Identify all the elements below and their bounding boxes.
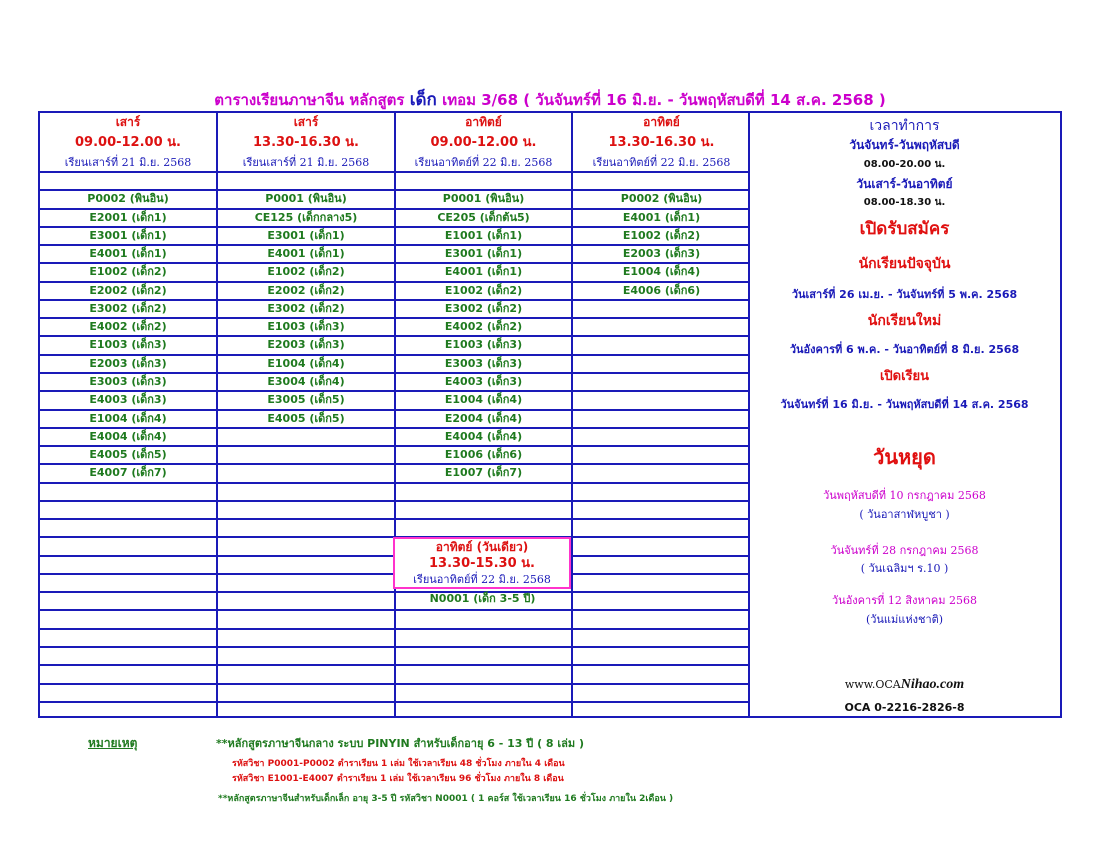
row-divider [40,591,748,593]
col2-day: เสาร์ [293,115,319,129]
website-link[interactable] [749,677,1060,693]
holiday-title: วันหยุด [873,445,936,469]
course-cell: E4004 (เด็ก4) [444,430,523,443]
course-cell: E2003 (เด็ก3) [622,247,701,260]
course-cell: E3002 (เด็ก2) [89,302,167,315]
holiday-2-name: ( วันเฉลิมฯ ร.10 ) [860,562,949,575]
special-start: เรียนอาทิตย์ที่ 22 มิ.ย. 2568 [413,573,551,586]
row-divider [40,171,748,173]
col4-start: เรียนอาทิตย์ที่ 22 มิ.ย. 2568 [592,156,731,169]
course-cell: E4007 (เด็ก7) [89,466,167,479]
course-cell: E4003 (เด็ก3) [89,393,167,406]
col1-start: เรียนเสาร์ที่ 21 มิ.ย. 2568 [64,156,192,169]
course-cell: E1001 (เด็ก1) [444,229,523,242]
info-panel [749,111,1062,718]
course-cell: E4005 (เด็ก5) [89,448,167,461]
col3-day: อาทิตย์ [465,115,502,129]
weekend-time: 08.00-18.30 น. [863,197,946,208]
course-cell: P0001 (พินอิน) [442,192,525,205]
weekday-label: วันจันทร์-วันพฤหัสบดี [849,138,960,152]
course-cell: E1004 (เด็ก4) [89,412,167,425]
special-time: 13.30-15.30 น. [429,556,535,571]
course-cell: E4002 (เด็ก2) [444,320,523,333]
weekend-label: วันเสาร์-วันอาทิตย์ [856,177,953,191]
course-cell: E4001 (เด็ก1) [89,247,167,260]
notes-label: หมายเหตุ [88,736,138,750]
course-cell: E1003 (เด็ก3) [267,320,345,333]
course-cell: E1002 (เด็ก2) [89,265,167,278]
holiday-1-name: ( วันอาสาฬหบูชา ) [859,508,950,521]
course-cell: E4001 (เด็ก1) [444,265,523,278]
course-cell: E3001 (เด็ก1) [89,229,167,242]
holiday-1-date: วันพฤหัสบดีที่ 10 กรกฎาคม 2568 [823,489,986,502]
weekday-time: 08.00-20.00 น. [863,159,946,170]
course-cell: E1002 (เด็ก2) [622,229,701,242]
row-divider [40,609,748,611]
note-line-3: รหัสวิชา E1001-E4007 ตำราเรียน 1 เล่ม ใช้เวลาเรียน 96 ชั่วโมง ภายใน 8 เดือน [232,774,564,784]
col1-time: 09.00-12.00 น. [75,135,181,150]
course-cell: CE125 (เด็กกลาง5) [254,211,358,224]
schedule-grid [38,111,750,718]
current-students-label: นักเรียนปัจจุบัน [858,256,951,272]
course-cell: E2003 (เด็ก3) [89,357,167,370]
class-open-dates: วันจันทร์ที่ 16 มิ.ย. - วันพฤหัสบดีที่ 14 ส.ค. 2568 [780,398,1029,411]
phone-number: OCA 0-2216-2826-8 [844,701,965,714]
course-cell: E3001 (เด็ก1) [267,229,345,242]
new-students-label: นักเรียนใหม่ [867,313,942,329]
row-divider [40,628,748,630]
course-cell: E4003 (เด็ก3) [444,375,523,388]
row-divider [40,646,748,648]
website-brand: Nihao.com [900,677,965,692]
note-line-2: รหัสวิชา P0001-P0002 ตำราเรียน 1 เล่ม ใช้เวลาเรียน 48 ชั่วโมง ภายใน 4 เดือน [232,759,565,769]
course-cell: E2001 (เด็ก1) [89,211,167,224]
course-cell: E4001 (เด็ก1) [267,247,345,260]
course-cell: E1004 (เด็ก4) [267,357,345,370]
row-divider [40,518,748,520]
holiday-2-date: วันจันทร์ที่ 28 กรกฎาคม 2568 [830,544,979,557]
course-cell: E2002 (เด็ก2) [89,284,167,297]
course-cell: E2002 (เด็ก2) [267,284,345,297]
col2-start: เรียนเสาร์ที่ 21 มิ.ย. 2568 [242,156,370,169]
class-open-label: เปิดเรียน [879,369,930,384]
course-cell: E1004 (เด็ก4) [444,393,523,406]
course-cell: E1007 (เด็ก7) [444,466,523,479]
course-cell: E1004 (เด็ก4) [622,265,701,278]
special-course: N0001 (เด็ก 3-5 ปี) [429,592,536,605]
course-cell: P0002 (พินอิน) [87,192,169,205]
course-cell: P0002 (พินอิน) [620,192,703,205]
course-cell: E3003 (เด็ก3) [444,357,523,370]
course-cell: E1002 (เด็ก2) [444,284,523,297]
page-title [0,86,1100,113]
course-cell: E4006 (เด็ก6) [622,284,701,297]
office-hours-title: เวลาทำการ [869,118,940,134]
course-cell: CE205 (เด็กต้น5) [437,211,530,224]
col3-time: 09.00-12.00 น. [430,135,537,150]
col2-time: 13.30-16.30 น. [253,135,359,150]
special-class-box [393,537,571,589]
title-suffix: เทอม 3/68 ( วันจันทร์ที่ 16 มิ.ย. - วันพฤหัสบดีที่ 14 ส.ค. 2568 ) [436,91,886,109]
course-cell: E3004 (เด็ก4) [267,375,345,388]
holiday-3-name: (วันแม่แห่งชาติ) [865,613,944,626]
course-cell: E1003 (เด็ก3) [444,338,523,351]
course-cell: E4001 (เด็ก1) [622,211,701,224]
course-cell: P0001 (พินอิน) [265,192,347,205]
row-divider [40,500,748,502]
course-cell: E4004 (เด็ก4) [89,430,167,443]
col4-time: 13.30-16.30 น. [608,135,715,150]
new-students-dates: วันอังคารที่ 6 พ.ค. - วันอาทิตย์ที่ 8 มิ.ย. 2568 [789,343,1020,356]
note-line-1: **หลักสูตรภาษาจีนกลาง ระบบ PINYIN สำหรับเด็กอายุ 6 - 13 ปี ( 8 เล่ม ) [216,737,585,750]
row-divider [40,664,748,666]
notes-section [0,730,1100,810]
course-cell: E1003 (เด็ก3) [89,338,167,351]
row-divider [40,701,748,703]
note-line-4: **หลักสูตรภาษาจีนสำหรับเด็กเล็ก อายุ 3-5 ปี รหัสวิชา N0001 ( 1 คอร์ส ใช้เวลาเรียน 16 ชั่วโมง ภายใน 2เดือน ) [218,794,674,804]
course-cell: E3002 (เด็ก2) [444,302,523,315]
course-cell: E1002 (เด็ก2) [267,265,345,278]
holiday-3-date: วันอังคารที่ 12 สิงหาคม 2568 [832,594,977,607]
course-cell: E4002 (เด็ก2) [89,320,167,333]
course-cell: E3001 (เด็ก1) [444,247,523,260]
current-students-dates: วันเสาร์ที่ 26 เม.ย. - วันจันทร์ที่ 5 พ.ค. 2568 [791,288,1018,301]
course-cell: E2004 (เด็ก4) [444,412,523,425]
row-divider [40,482,748,484]
col1-day: เสาร์ [115,115,141,129]
col4-day: อาทิตย์ [643,115,680,129]
course-cell: E4005 (เด็ก5) [267,412,345,425]
course-cell: E2003 (เด็ก3) [267,338,345,351]
website-prefix: www.OCA [844,678,901,691]
course-cell: E3005 (เด็ก5) [267,393,345,406]
title-prefix: ตารางเรียนภาษาจีน หลักสูตร [214,91,410,109]
course-cell: E3002 (เด็ก2) [267,302,345,315]
course-cell: E1006 (เด็ก6) [444,448,523,461]
title-kid: เด็ก [409,90,437,110]
row-divider [40,683,748,685]
course-cell: E3003 (เด็ก3) [89,375,167,388]
col3-start: เรียนอาทิตย์ที่ 22 มิ.ย. 2568 [414,156,553,169]
open-registration-title: เปิดรับสมัคร [859,219,950,239]
special-day: อาทิตย์ (วันเดียว) [435,540,529,554]
